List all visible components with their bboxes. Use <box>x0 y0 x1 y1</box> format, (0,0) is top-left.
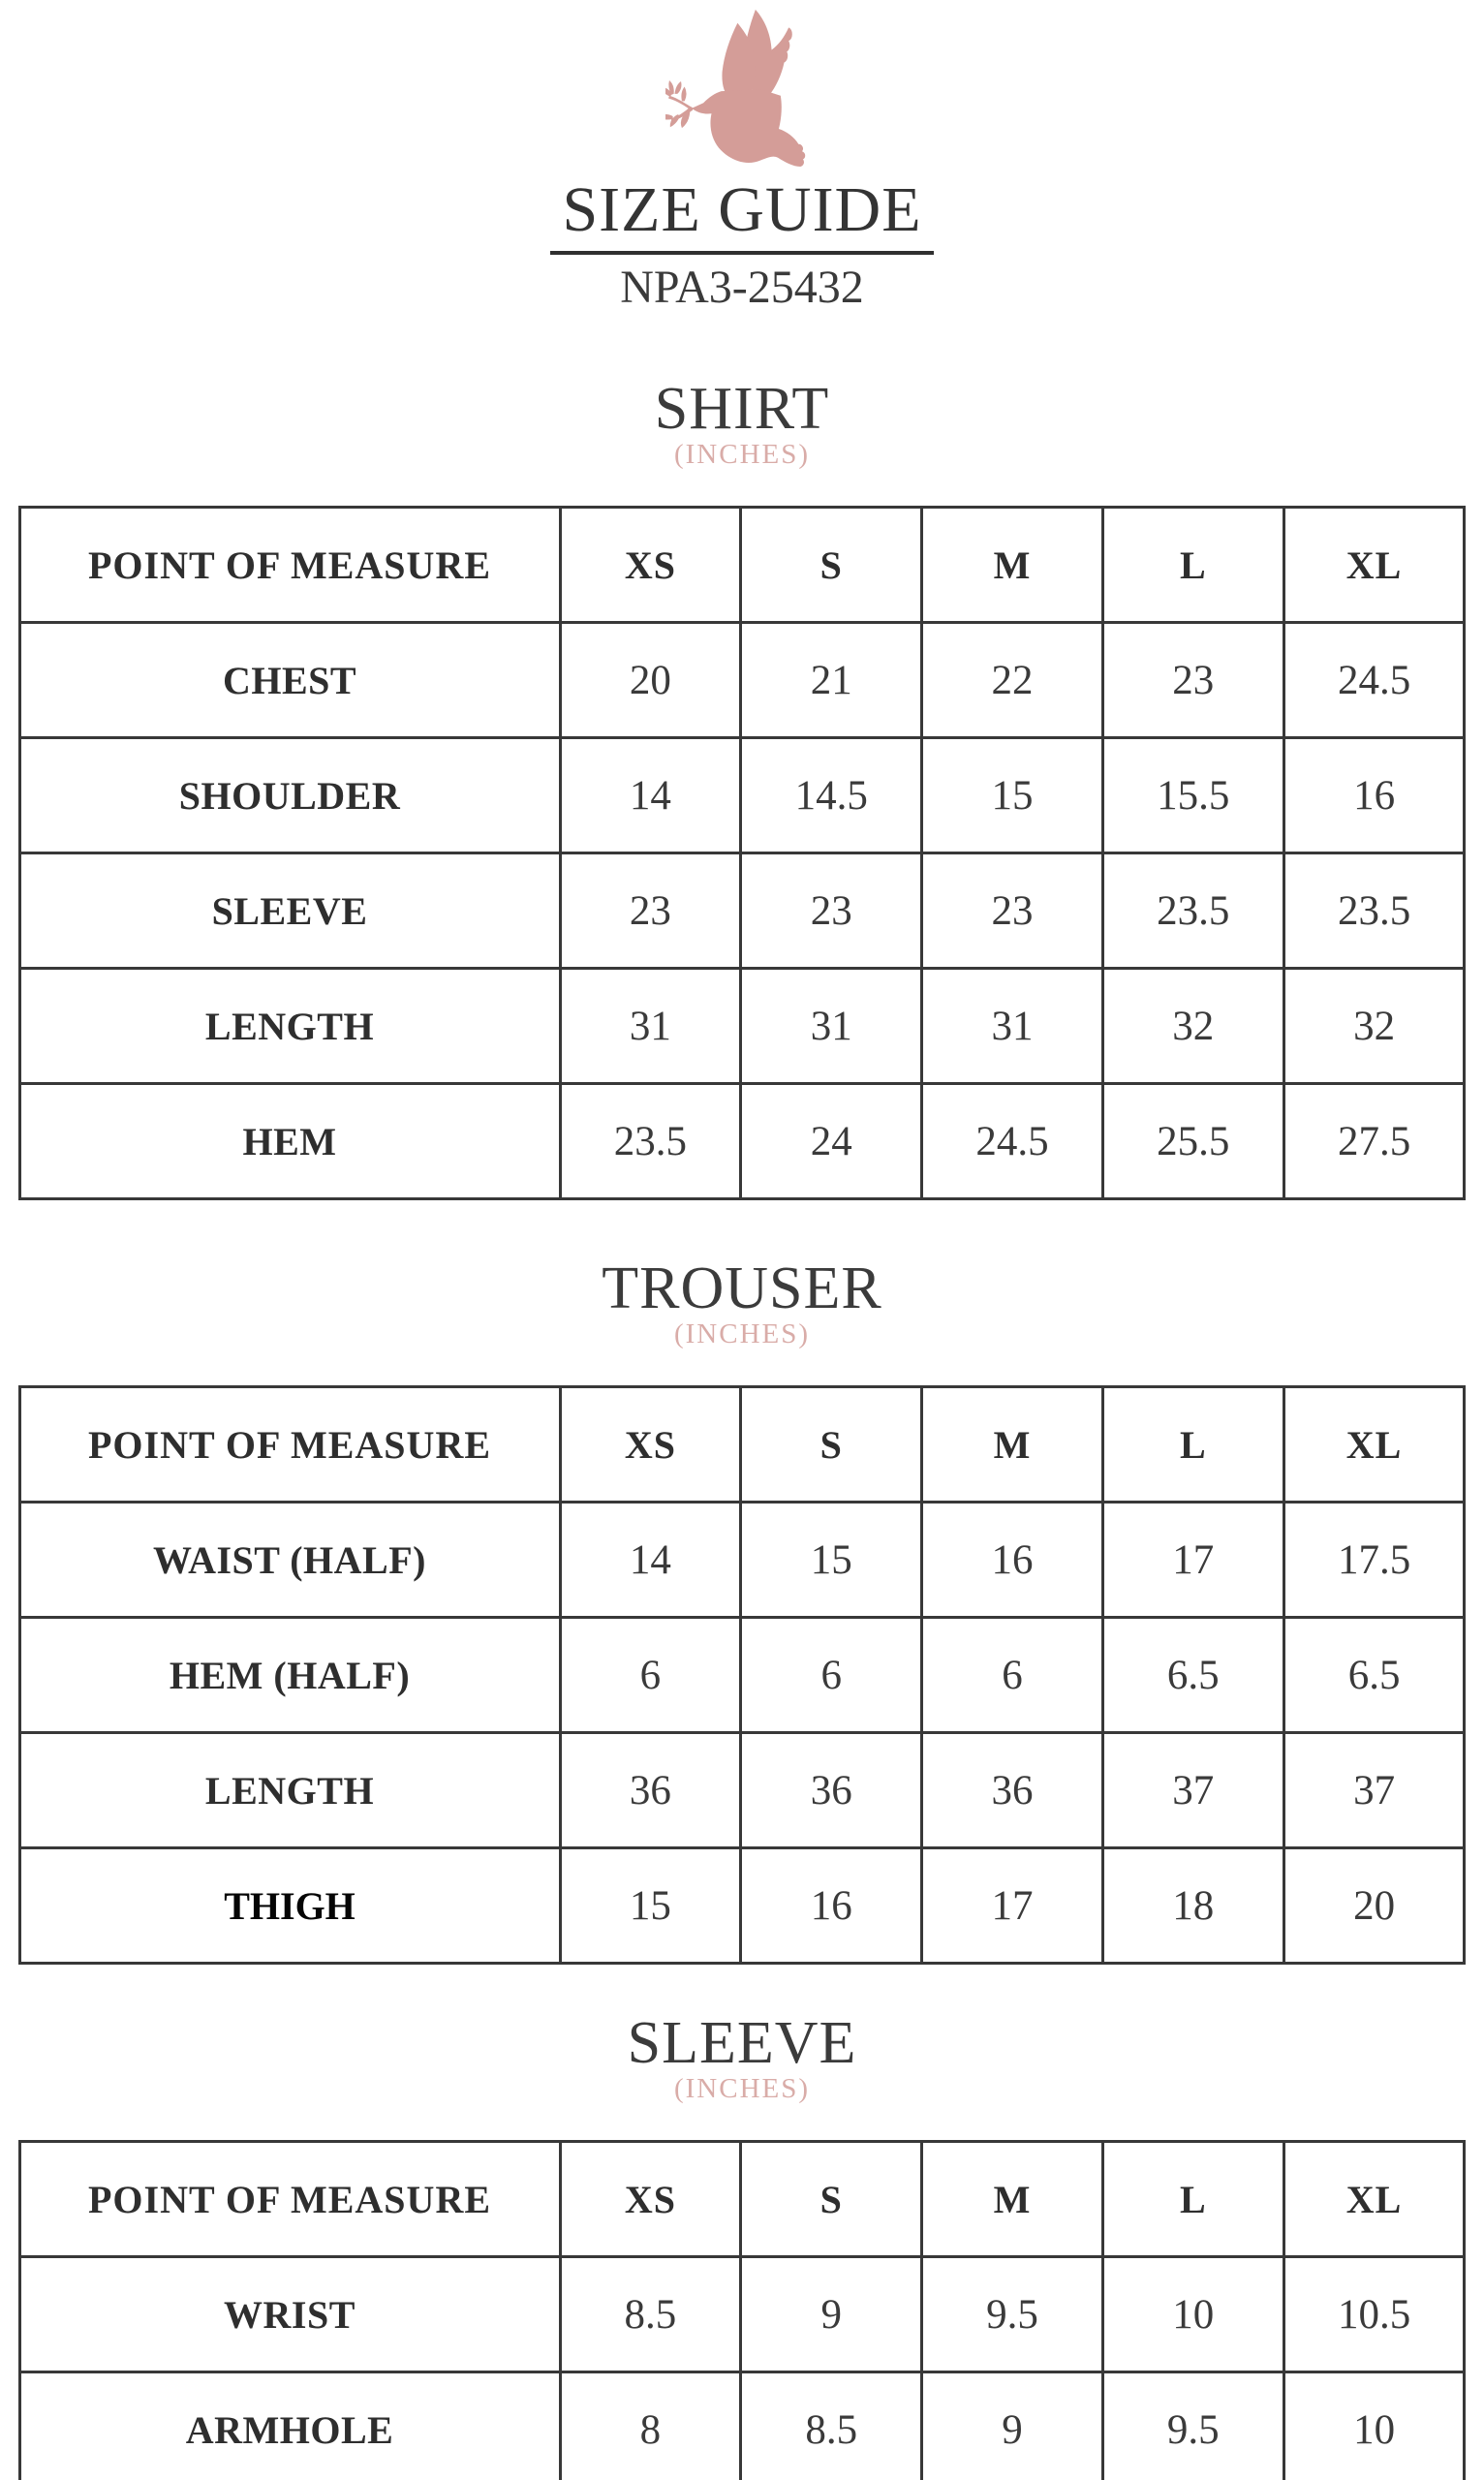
sleeve-section-title: SLEEVE <box>627 2010 857 2076</box>
size-value: 9.5 <box>1102 2372 1283 2480</box>
row-label: LENGTH <box>19 1733 560 1848</box>
row-label: LENGTH <box>19 969 560 1084</box>
size-value: 14.5 <box>741 738 922 853</box>
dove-icon <box>665 8 819 178</box>
sleeve-unit-label: (INCHES) <box>673 2073 811 2104</box>
shirt-unit-label: (INCHES) <box>673 439 811 470</box>
size-value: 15.5 <box>1102 738 1283 853</box>
size-value: 8 <box>560 2372 741 2480</box>
size-value: 36 <box>741 1733 922 1848</box>
table-row <box>19 1084 1465 1199</box>
row-label: THIGH <box>19 1848 560 1964</box>
table-row <box>19 2257 1465 2372</box>
size-value: 9.5 <box>922 2257 1103 2372</box>
size-value: 37 <box>1283 1733 1465 1848</box>
size-value: 6.5 <box>1283 1618 1465 1733</box>
table-row <box>19 1618 1465 1733</box>
column-header: M <box>922 1387 1103 1503</box>
size-value: 17.5 <box>1283 1503 1465 1618</box>
size-value: 6 <box>922 1618 1103 1733</box>
column-header: M <box>922 508 1103 623</box>
size-value: 14 <box>560 738 741 853</box>
size-value: 6 <box>560 1618 741 1733</box>
table-row <box>19 853 1465 969</box>
table-row <box>19 1733 1465 1848</box>
column-header: S <box>741 1387 922 1503</box>
size-value: 36 <box>560 1733 741 1848</box>
column-header: L <box>1102 1387 1283 1503</box>
column-header: XS <box>560 2142 741 2257</box>
column-header: XS <box>560 1387 741 1503</box>
row-label: ARMHOLE <box>19 2372 560 2480</box>
trouser-section-title: TROUSER <box>602 1256 882 1321</box>
column-header: L <box>1102 508 1283 623</box>
table-row <box>19 1848 1465 1964</box>
table-row <box>19 738 1465 853</box>
trouser-size-table <box>18 1385 1467 1965</box>
row-label: CHEST <box>19 623 560 738</box>
size-value: 31 <box>741 969 922 1084</box>
table-row <box>19 1503 1465 1618</box>
table-header-row <box>19 1387 1465 1503</box>
size-value: 32 <box>1283 969 1465 1084</box>
table-row <box>19 969 1465 1084</box>
size-value: 36 <box>922 1733 1103 1848</box>
size-value: 31 <box>560 969 741 1084</box>
size-value: 23.5 <box>1283 853 1465 969</box>
column-header: M <box>922 2142 1103 2257</box>
column-header: L <box>1102 2142 1283 2257</box>
trouser-unit-label: (INCHES) <box>673 1318 811 1349</box>
table-header-row <box>19 2142 1465 2257</box>
row-label: SLEEVE <box>19 853 560 969</box>
size-value: 17 <box>1102 1503 1283 1618</box>
size-value: 37 <box>1102 1733 1283 1848</box>
column-header: POINT OF MEASURE <box>19 2142 560 2257</box>
sleeve-section <box>0 2010 1484 2480</box>
row-label: HEM <box>19 1084 560 1199</box>
shirt-section <box>0 376 1484 1200</box>
size-value: 15 <box>741 1503 922 1618</box>
size-value: 23 <box>560 853 741 969</box>
size-value: 15 <box>560 1848 741 1964</box>
size-value: 24.5 <box>1283 623 1465 738</box>
size-value: 15 <box>922 738 1103 853</box>
size-value: 16 <box>741 1848 922 1964</box>
size-value: 24 <box>741 1084 922 1199</box>
table-row <box>19 623 1465 738</box>
sleeve-size-table <box>18 2140 1467 2480</box>
column-header: XL <box>1283 508 1465 623</box>
page-title: SIZE GUIDE <box>550 178 933 255</box>
size-value: 8.5 <box>560 2257 741 2372</box>
size-value: 14 <box>560 1503 741 1618</box>
table-row <box>19 2372 1465 2480</box>
size-value: 23 <box>741 853 922 969</box>
size-value: 16 <box>922 1503 1103 1618</box>
size-value: 17 <box>922 1848 1103 1964</box>
shirt-size-table <box>18 506 1467 1200</box>
size-value: 18 <box>1102 1848 1283 1964</box>
row-label: SHOULDER <box>19 738 560 853</box>
size-value: 8.5 <box>741 2372 922 2480</box>
size-value: 9 <box>922 2372 1103 2480</box>
column-header: XS <box>560 508 741 623</box>
size-value: 10.5 <box>1283 2257 1465 2372</box>
size-value: 10 <box>1283 2372 1465 2480</box>
size-value: 23 <box>922 853 1103 969</box>
size-value: 22 <box>922 623 1103 738</box>
size-value: 10 <box>1102 2257 1283 2372</box>
shirt-section-title: SHIRT <box>654 376 830 442</box>
size-value: 9 <box>741 2257 922 2372</box>
column-header: POINT OF MEASURE <box>19 508 560 623</box>
size-value: 6 <box>741 1618 922 1733</box>
size-value: 23 <box>1102 623 1283 738</box>
size-value: 6.5 <box>1102 1618 1283 1733</box>
brand-header <box>0 0 1484 311</box>
table-header-row <box>19 508 1465 623</box>
column-header: XL <box>1283 1387 1465 1503</box>
size-value: 23.5 <box>560 1084 741 1199</box>
size-value: 25.5 <box>1102 1084 1283 1199</box>
row-label: WRIST <box>19 2257 560 2372</box>
size-value: 20 <box>1283 1848 1465 1964</box>
row-label: HEM (HALF) <box>19 1618 560 1733</box>
size-value: 32 <box>1102 969 1283 1084</box>
column-header: POINT OF MEASURE <box>19 1387 560 1503</box>
size-value: 27.5 <box>1283 1084 1465 1199</box>
size-value: 20 <box>560 623 741 738</box>
size-value: 21 <box>741 623 922 738</box>
trouser-section <box>0 1258 1484 1965</box>
size-value: 31 <box>922 969 1103 1084</box>
size-value: 23.5 <box>1102 853 1283 969</box>
size-value: 24.5 <box>922 1084 1103 1199</box>
column-header: XL <box>1283 2142 1465 2257</box>
row-label: WAIST (HALF) <box>19 1503 560 1618</box>
product-code: NPA3-25432 <box>620 262 864 313</box>
size-value: 16 <box>1283 738 1465 853</box>
column-header: S <box>741 2142 922 2257</box>
column-header: S <box>741 508 922 623</box>
